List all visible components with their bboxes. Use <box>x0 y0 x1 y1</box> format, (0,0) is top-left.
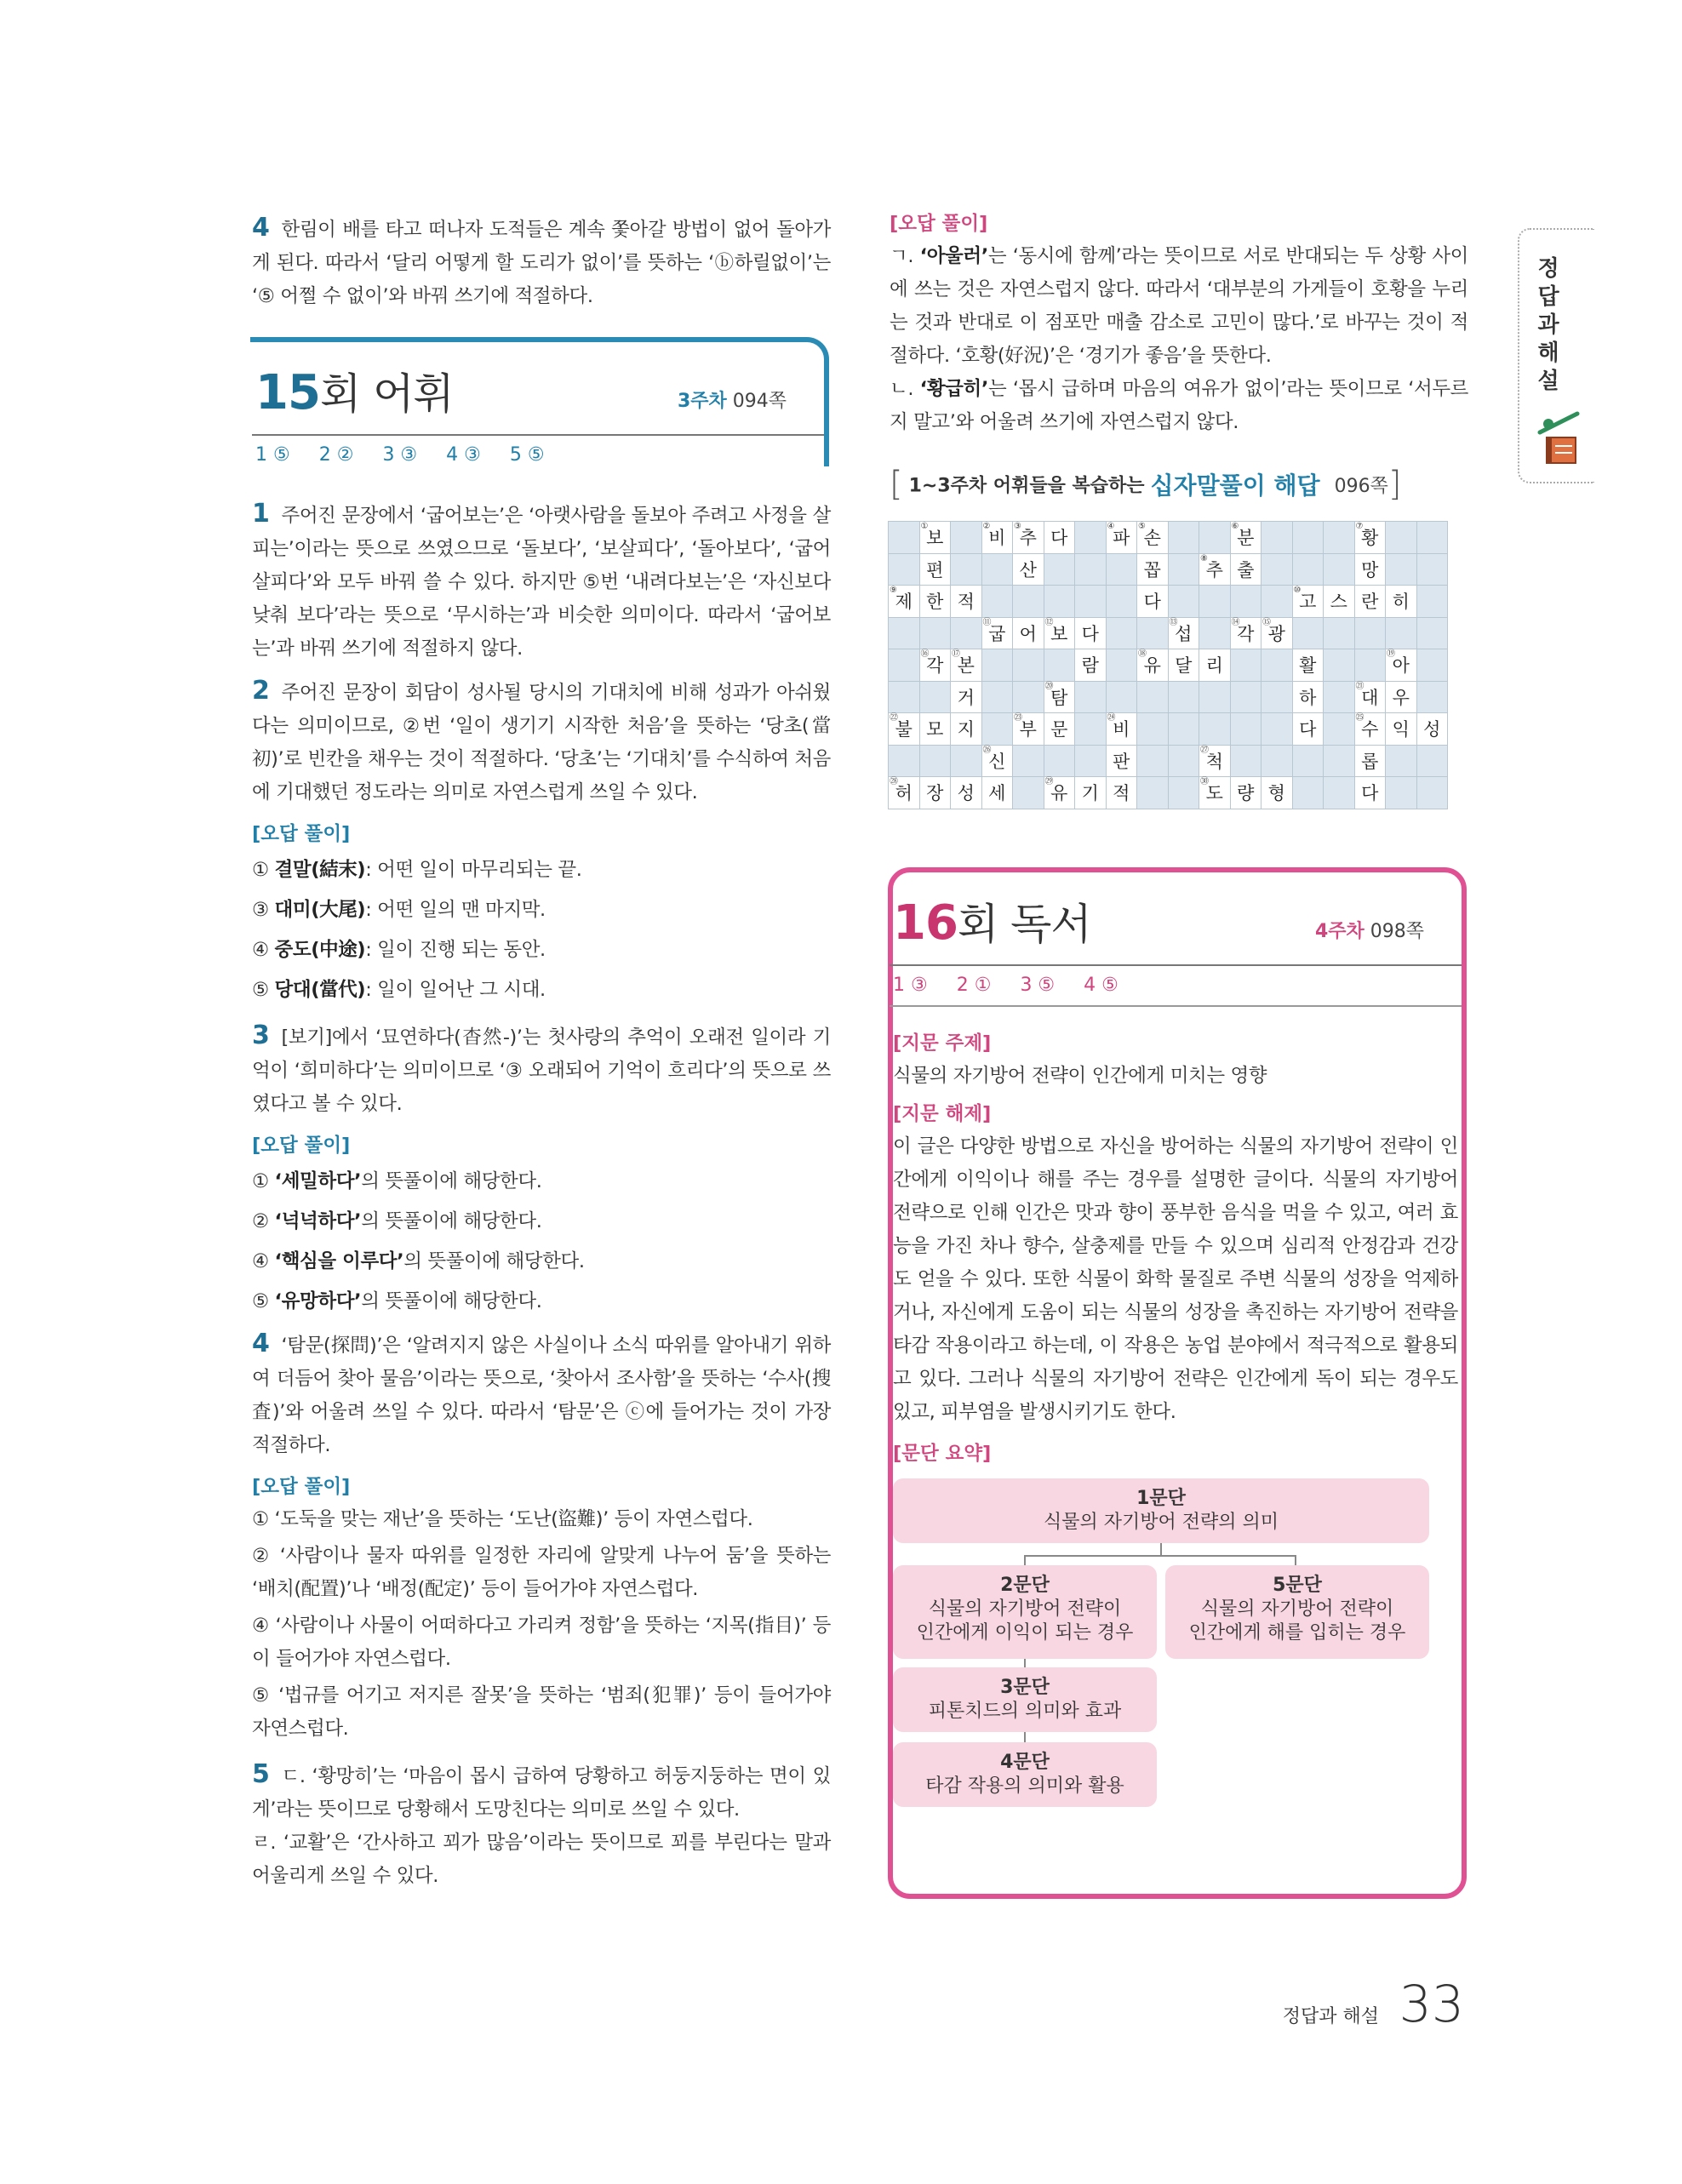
crossword-cell <box>1416 649 1448 682</box>
crossword-cell: 적 <box>951 586 982 618</box>
crossword-cell: ㉒ 불 <box>889 713 920 746</box>
connector <box>1160 1543 1162 1555</box>
crossword-cell <box>1262 713 1293 746</box>
crossword-row <box>889 745 1448 777</box>
crossword-row <box>889 553 1448 586</box>
connector <box>1024 1659 1026 1667</box>
crossword-cell <box>1013 777 1044 809</box>
crossword-cell <box>1168 586 1199 618</box>
crossword-cell: ⑤ 손 <box>1137 522 1169 554</box>
crossword-cell: ③ 추 <box>1013 522 1044 554</box>
crossword-cell: ㉙ 유 <box>1044 777 1075 809</box>
crossword-cell <box>1262 586 1293 618</box>
crossword-cell: 다 <box>1354 777 1386 809</box>
crossword-cell <box>1416 522 1448 554</box>
crossword-cell: ⑨ 제 <box>889 586 920 618</box>
odap-item-1: ㄱ. ‘아울러’는 ‘동시에 함께’라는 뜻이므로 서로 반대되는 두 상황 사이에 쓰는 것은 자연스럽지 않다. 따라서 ‘대부분의 가게들이 호황을 누리는 것과 반대로 이 점포만 매출 감소로 고민이 많다.’로 바꾸는 것이 적절하다. ‘호황(好況)’은 ‘경기가 좋음’을 뜻한다. <box>890 245 1468 367</box>
crossword-cell: 어 <box>1013 617 1044 649</box>
q1-explanation: 1 주어진 문장에서 ‘굽어보는’은 ‘아랫사람을 돌보아 주려고 사정을 살피는’이라는 뜻으로 쓰였으므로 ‘돌보다’, ‘보살피다’, ‘돌아보다’, ‘굽어살피다’와 모두 바꿔 쓸 수 있다. 하지만 ⑤번 ‘내려다보는’은 ‘자신보다 낮춰 보다’라는 뜻으로 ‘무시하는’과 비슷한 의미이다. 따라서 ‘굽어보는’과 바꿔 쓰기에 적절하지 않다. <box>252 499 831 660</box>
crossword-row <box>889 777 1448 809</box>
crossword-cell <box>1292 522 1324 554</box>
answer-key: 1 ⑤ 2 ② 3 ③ 4 ③ 5 ⑤ <box>255 444 545 466</box>
answer-key: 1 ③ 2 ① 3 ⑤ 4 ⑤ <box>893 974 1118 996</box>
crossword-cell <box>1075 713 1107 746</box>
crossword-cell: 꼽 <box>1137 553 1169 586</box>
q5-explanation-2: ㄹ. ‘교활’은 ‘간사하고 꾀가 많음’이라는 뜻이므로 꾀를 부린다는 말과 어울리게 쓰일 수 있다. <box>252 1832 831 1887</box>
crossword-cell <box>1075 745 1107 777</box>
crossword-cell <box>1386 777 1417 809</box>
crossword-cell <box>1292 617 1324 649</box>
divider <box>252 434 824 436</box>
crossword-cell <box>1168 553 1199 586</box>
crossword-cell <box>889 522 920 554</box>
crossword-cell: ㉗ 척 <box>1199 745 1231 777</box>
page-number: 33 <box>1399 1975 1464 2034</box>
crossword-cell <box>1106 681 1137 713</box>
crossword-cell: 리 <box>1199 649 1231 682</box>
crossword-cell <box>889 553 920 586</box>
crossword-cell: ⑥ 분 <box>1230 522 1262 554</box>
crossword-cell <box>1199 522 1231 554</box>
crossword-cell <box>1324 713 1355 746</box>
crossword-cell <box>951 617 982 649</box>
crossword-cell <box>1416 777 1448 809</box>
crossword-cell: ㉘ 허 <box>889 777 920 809</box>
crossword-cell <box>1324 745 1355 777</box>
crossword-cell: 다 <box>1075 617 1107 649</box>
crossword-row <box>889 586 1448 618</box>
crossword-cell <box>889 649 920 682</box>
crossword-cell <box>951 522 982 554</box>
crossword-cell: 지 <box>951 713 982 746</box>
crossword-cell: ⑫ 보 <box>1044 617 1075 649</box>
crossword-cell: ㉕ 수 <box>1354 713 1386 746</box>
summary-box-5: 5문단 식물의 자기방어 전략이 인간에게 해를 입히는 경우 <box>1165 1565 1429 1659</box>
crossword-cell <box>1262 553 1293 586</box>
crossword-cell <box>951 745 982 777</box>
theme-label: [지문 주제] <box>893 1032 992 1055</box>
crossword-cell <box>1199 617 1231 649</box>
connector <box>1295 1555 1296 1565</box>
crossword-cell <box>1137 713 1169 746</box>
crossword-cell <box>1013 745 1044 777</box>
crossword-cell: ㉚ 도 <box>1199 777 1231 809</box>
crossword-cell <box>1137 745 1169 777</box>
q2-explanation: 2 주어진 문장이 회담이 성사될 당시의 기대치에 비해 성과가 아쉬웠다는 의미이므로, ②번 ‘일이 생기기 시작한 처음’을 뜻하는 ‘당초(當初)’로 빈칸을 채우는 것이 적절하다. ‘당초’는 ‘기대치’를 수식하여 처음에 기대했던 정도라는 의미로 자연스럽게 쓰일 수 있다. <box>252 676 831 803</box>
crossword-cell <box>1044 649 1075 682</box>
divider <box>890 1005 1462 1007</box>
session-title: 16회 독서 <box>893 895 1091 951</box>
crossword-cell <box>1137 777 1169 809</box>
footer-label: 정답과 해설 <box>1282 2006 1379 2027</box>
crossword-cell <box>919 681 951 713</box>
crossword-cell: ⑩ 고 <box>1292 586 1324 618</box>
crossword-cell: 판 <box>1106 745 1137 777</box>
crossword-cell <box>1106 553 1137 586</box>
crossword-cell: 하 <box>1292 681 1324 713</box>
crossword-cell <box>889 617 920 649</box>
list-item: ② ‘사람이나 물자 따위를 일정한 자리에 알맞게 나누어 둠’을 뜻하는 ‘배치(配置)’나 ‘배정(配定)’ 등이 들어가야 자연스럽다. <box>252 1545 831 1600</box>
odap-label: [오답 풀이] <box>890 213 988 235</box>
crossword-cell: 세 <box>981 777 1013 809</box>
crossword-cell <box>1416 745 1448 777</box>
crossword-cell <box>919 745 951 777</box>
crossword-cell <box>981 713 1013 746</box>
crossword-cell <box>1324 617 1355 649</box>
crossword-cell <box>981 586 1013 618</box>
crossword-cell <box>1354 649 1386 682</box>
crossword-cell <box>889 745 920 777</box>
crossword-cell <box>1230 745 1262 777</box>
crossword-cell: 문 <box>1044 713 1075 746</box>
crossword-cell <box>1075 522 1107 554</box>
crossword-cell <box>1168 777 1199 809</box>
crossword-cell: ㉓ 부 <box>1013 713 1044 746</box>
q4-explanation: 4 ‘탐문(探問)’은 ‘알려지지 않은 사실이나 소식 따위를 알아내기 위하여 더듬어 찾아 물음’이라는 뜻으로, ‘찾아서 조사함’을 뜻하는 ‘수사(搜査)’와 어울려 쓰일 수 있다. 따라서 ‘탐문’은 ⓒ에 들어가는 것이 가장 적절하다. <box>252 1329 831 1456</box>
left-column <box>252 211 831 1901</box>
crossword-cell: 모 <box>919 713 951 746</box>
crossword-cell: ⑧ 추 <box>1199 553 1231 586</box>
crossword-cell <box>981 649 1013 682</box>
list-item: ④ 중도(中途): 일이 진행 되는 동안. <box>252 939 546 961</box>
crossword-cell: ⑬ 섭 <box>1168 617 1199 649</box>
crossword-cell <box>1168 681 1199 713</box>
crossword-cell: 달 <box>1168 649 1199 682</box>
crossword-cell: ⑦ 황 <box>1354 522 1386 554</box>
crossword-cell <box>1044 586 1075 618</box>
crossword-cell: 란 <box>1354 586 1386 618</box>
crossword-cell: 망 <box>1354 553 1386 586</box>
crossword-cell <box>1262 681 1293 713</box>
summary-label: [문단 요약] <box>893 1442 992 1465</box>
crossword-cell: ① 보 <box>919 522 951 554</box>
crossword-cell <box>919 617 951 649</box>
crossword-cell <box>1137 681 1169 713</box>
summary-box-3: 3문단 피톤치드의 의미와 효과 <box>893 1667 1157 1732</box>
crossword-cell <box>1230 681 1262 713</box>
crossword-cell <box>889 681 920 713</box>
q4-prev-paragraph: 4 한림이 배를 타고 떠나자 도적들은 계속 쫓아갈 방법이 없어 돌아가게 된다. 따라서 ‘달리 어떻게 할 도리가 없이’를 뜻하는 ‘ⓑ하릴없이’는 ‘⑤ 어쩔 수 없이’와 바꿔 쓰기에 적절하다. <box>252 213 831 307</box>
crossword-cell: 거 <box>951 681 982 713</box>
q5-explanation: 5 ㄷ. ‘황망히’는 ‘마음이 몹시 급하여 당황하고 허둥지둥하는 면이 있게’라는 뜻이므로 당황해서 도망친다는 의미로 쓰일 수 있다. <box>252 1759 831 1821</box>
crossword-cell <box>951 553 982 586</box>
session-week: 3주차 094쪽 <box>677 391 787 412</box>
crossword-cell: 롭 <box>1354 745 1386 777</box>
crossword-cell <box>1230 713 1262 746</box>
crossword-cell <box>1416 553 1448 586</box>
crossword-cell <box>1386 553 1417 586</box>
connector <box>1024 1555 1296 1557</box>
crossword-cell <box>1075 586 1107 618</box>
crossword-cell <box>1324 553 1355 586</box>
list-item: ① ‘세밀하다’의 뜻풀이에 해당한다. <box>252 1170 542 1192</box>
list-item: ④ ‘사람이나 사물이 어떠하다고 가리켜 정함’을 뜻하는 ‘지목(指目)’ 등이 들어가야 자연스럽다. <box>252 1615 831 1670</box>
crossword-cell <box>1168 713 1199 746</box>
right-column <box>890 211 1468 1819</box>
crossword-cell <box>981 681 1013 713</box>
crossword-cell <box>1262 745 1293 777</box>
crossword-cell: 출 <box>1230 553 1262 586</box>
crossword-cell <box>1262 522 1293 554</box>
analysis-label: [지문 해제] <box>893 1102 992 1125</box>
session-15-header <box>252 337 831 472</box>
crossword-cell <box>1416 586 1448 618</box>
crossword-cell: 편 <box>919 553 951 586</box>
crossword-cell <box>1324 681 1355 713</box>
crossword-cell <box>1230 586 1262 618</box>
crossword-heading: [ 1~3주차 어휘들을 복습하는 십자말풀이 해답 096쪽] <box>890 465 1402 504</box>
list-item: ① 결말(結末): 어떤 일이 마무리되는 끝. <box>252 859 582 881</box>
crossword-cell <box>1137 617 1169 649</box>
crossword-cell <box>1292 777 1324 809</box>
list-item: ③ 대미(大尾): 어떤 일의 맨 마지막. <box>252 899 546 921</box>
crossword-cell: ⑭ 각 <box>1230 617 1262 649</box>
crossword-row <box>889 649 1448 682</box>
crossword-cell: 성 <box>1416 713 1448 746</box>
crossword-cell: ⑯ 각 <box>919 649 951 682</box>
crossword-cell <box>1013 649 1044 682</box>
crossword-cell <box>1230 649 1262 682</box>
crossword-cell: 기 <box>1075 777 1107 809</box>
crossword-row <box>889 617 1448 649</box>
crossword-cell <box>1075 553 1107 586</box>
crossword-cell: ⑳ 탐 <box>1044 681 1075 713</box>
crossword-row <box>889 713 1448 746</box>
crossword-cell: ⑪ 굽 <box>981 617 1013 649</box>
session-16-header <box>890 867 1468 1002</box>
crossword-cell: 다 <box>1137 586 1169 618</box>
crossword-cell: 성 <box>951 777 982 809</box>
crossword-cell: ㉑ 대 <box>1354 681 1386 713</box>
crossword-cell: 산 <box>1013 553 1044 586</box>
paragraph-summary-flowchart <box>893 1478 1458 1819</box>
analysis-text: 이 글은 다양한 방법으로 자신을 방어하는 식물의 자기방어 전략이 인간에게 이익이나 해를 주는 경우를 설명한 글이다. 식물의 자기방어 전략으로 인해 인간은 맛과 향이 풍부한 음식을 먹을 수 있고, 여러 효능을 가진 차나 향수, 살충제를 만들 수 있으며 심리적 안정감과 건강도 얻을 수 있다. 또한 식물이 화학 물질로 주변 식물의 성장을 억제하거나, 자신에게 도움이 되는 식물의 성장을 촉진하는 자기방어 전략을 타감 작용이라고 하는데, 이 작용은 농업 분야에서 적극적으로 활용되고 있다. 그러나 식물의 자기방어 전략은 인간에게 독이 되는 경우도 있고, 피부염을 발생시키기도 한다. <box>893 1135 1458 1423</box>
list-item: ⑤ 당대(當代): 일이 일어난 그 시대. <box>252 979 546 1001</box>
crossword-cell <box>1013 681 1044 713</box>
crossword-row <box>889 681 1448 713</box>
q3-wrong-label: [오답 풀이] <box>252 1135 351 1157</box>
crossword-cell <box>1292 745 1324 777</box>
crossword-cell: ⑰ 본 <box>951 649 982 682</box>
crossword-cell <box>1013 586 1044 618</box>
crossword-cell <box>1106 617 1137 649</box>
crossword-cell: 히 <box>1386 586 1417 618</box>
list-item: ④ ‘핵심을 이루다’의 뜻풀이에 해당한다. <box>252 1250 585 1272</box>
crossword-cell <box>1416 617 1448 649</box>
crossword-cell: ④ 파 <box>1106 522 1137 554</box>
connector <box>1024 1555 1026 1565</box>
crossword-cell <box>1324 777 1355 809</box>
crossword-cell <box>981 553 1013 586</box>
crossword-cell: 익 <box>1386 713 1417 746</box>
list-item: ① ‘도둑을 맞는 재난’을 뜻하는 ‘도난(盜難)’ 등이 자연스럽다. <box>252 1508 753 1530</box>
side-tab-label: 정답과해설 <box>1537 256 1559 394</box>
crossword-cell <box>1354 617 1386 649</box>
crossword-cell: ⑲ 아 <box>1386 649 1417 682</box>
crossword-cell: 형 <box>1262 777 1293 809</box>
summary-box-1: 1문단 식물의 자기방어 전략의 의미 <box>893 1478 1429 1543</box>
crossword-cell: 다 <box>1044 522 1075 554</box>
list-item: ⑤ ‘법규를 어기고 저지른 잘못’을 뜻하는 ‘범죄(犯罪)’ 등이 들어가야 자연스럽다. <box>252 1684 831 1740</box>
q3-explanation: 3 [보기]에서 ‘묘연하다(杳然-)’는 첫사랑의 추억이 오래전 일이라 기억이 ‘희미하다’는 의미이므로 ‘③ 오래되어 기억이 흐리다’의 뜻으로 쓰였다고 볼 수 있다. <box>252 1021 831 1115</box>
crossword-cell <box>1292 553 1324 586</box>
crossword-cell: 량 <box>1230 777 1262 809</box>
crossword-cell: ㉔ 비 <box>1106 713 1137 746</box>
crossword-cell: ⑮ 광 <box>1262 617 1293 649</box>
crossword-cell: 다 <box>1292 713 1324 746</box>
book-pen-icon <box>1536 407 1584 466</box>
session-week: 4주차 098쪽 <box>1314 920 1424 942</box>
summary-box-2: 2문단 식물의 자기방어 전략이 인간에게 이익이 되는 경우 <box>893 1565 1157 1659</box>
crossword-cell: 한 <box>919 586 951 618</box>
crossword-cell <box>1324 649 1355 682</box>
crossword-cell <box>1168 745 1199 777</box>
crossword-cell <box>1044 553 1075 586</box>
crossword-cell: ⑱ 유 <box>1137 649 1169 682</box>
crossword-cell: 람 <box>1075 649 1107 682</box>
crossword-cell <box>1199 586 1231 618</box>
odap-item-2: ㄴ. ‘황급히’는 ‘몹시 급하며 마음의 여유가 없이’라는 뜻이므로 ‘서두르지 말고’와 어울려 쓰기에 자연스럽지 않다. <box>890 378 1468 433</box>
side-tab <box>1518 228 1594 483</box>
crossword-cell <box>1416 681 1448 713</box>
crossword-cell <box>1386 617 1417 649</box>
crossword-cell: 장 <box>919 777 951 809</box>
crossword-cell: ② 비 <box>981 522 1013 554</box>
crossword-row <box>889 522 1448 554</box>
crossword-cell <box>1386 522 1417 554</box>
crossword-cell <box>1199 681 1231 713</box>
crossword-cell <box>1044 745 1075 777</box>
list-item: ② ‘넉넉하다’의 뜻풀이에 해당한다. <box>252 1210 542 1232</box>
crossword-cell <box>1106 649 1137 682</box>
list-item: ⑤ ‘유망하다’의 뜻풀이에 해당한다. <box>252 1290 542 1312</box>
crossword-cell <box>1199 713 1231 746</box>
crossword-cell <box>1262 649 1293 682</box>
crossword-cell <box>1386 745 1417 777</box>
session-title: 15회 어휘 <box>255 365 454 420</box>
crossword-cell: ㉖ 신 <box>981 745 1013 777</box>
q2-wrong-label: [오답 풀이] <box>252 823 351 845</box>
crossword-cell: 적 <box>1106 777 1137 809</box>
connector <box>1024 1732 1026 1742</box>
summary-box-4: 4문단 타감 작용의 의미와 활용 <box>893 1742 1157 1807</box>
crossword-cell: 활 <box>1292 649 1324 682</box>
divider <box>890 964 1462 966</box>
crossword-cell <box>1106 586 1137 618</box>
page-footer <box>1277 1975 1464 2034</box>
crossword-grid <box>888 521 1448 809</box>
crossword-cell <box>1324 522 1355 554</box>
crossword-cell <box>1168 522 1199 554</box>
q4-wrong-label: [오답 풀이] <box>252 1476 351 1498</box>
theme-text: 식물의 자기방어 전략이 인간에게 미치는 영향 <box>893 1064 1267 1087</box>
crossword-cell <box>1075 681 1107 713</box>
crossword-cell: 스 <box>1324 586 1355 618</box>
crossword-cell: 우 <box>1386 681 1417 713</box>
